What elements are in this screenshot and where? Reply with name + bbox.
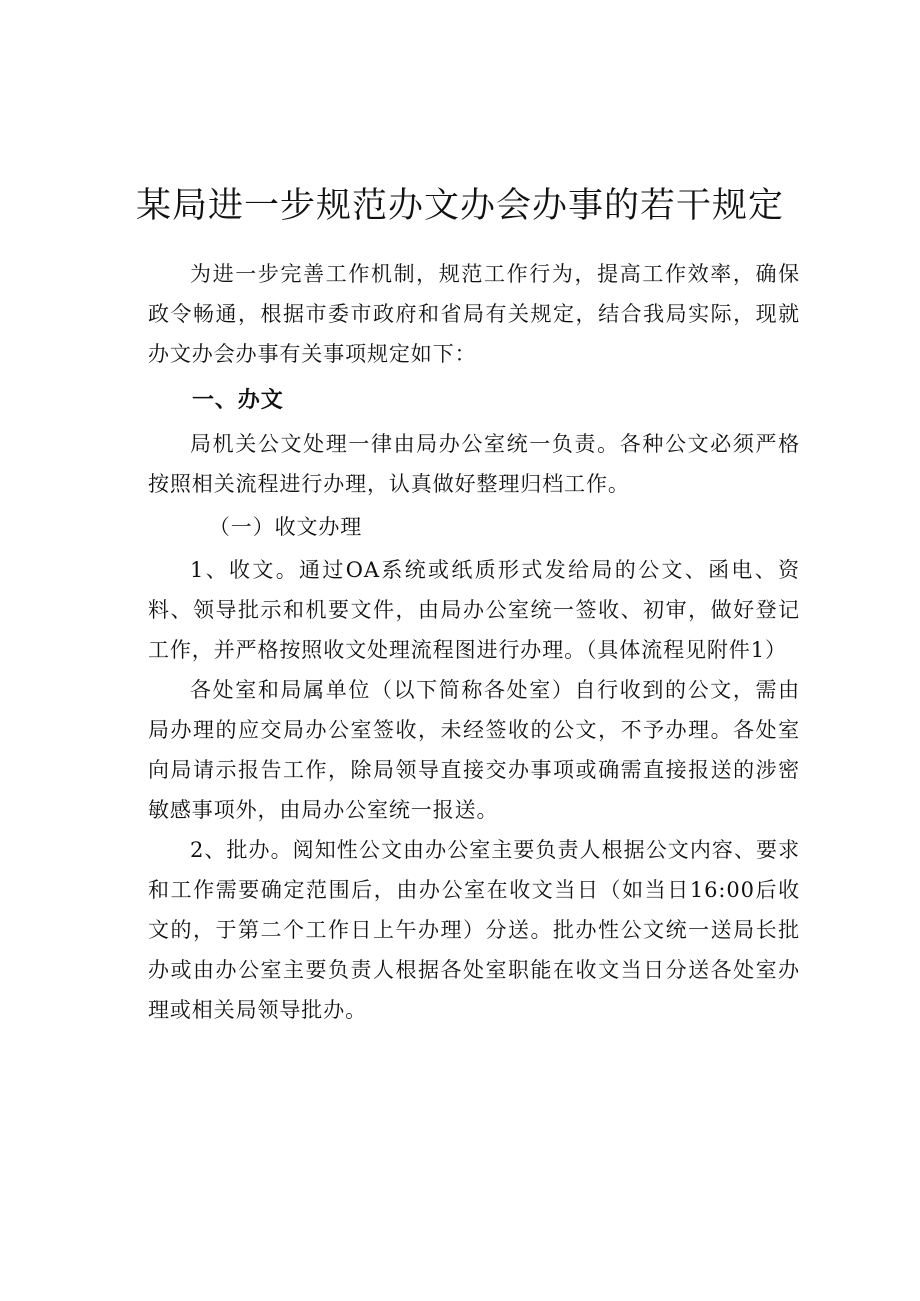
document-body: [148, 254, 800, 1030]
intro-paragraph: 为进一步完善工作机制，规范工作行为，提高工作效率，确保政令畅通，根据市委市政府和省局有关规定，结合我局实际，现就办文办会办事有关事项规定如下：: [148, 262, 800, 366]
item-assignment: 2、批办。阅知性公文由办公室主要负责人根据公文内容、要求和工作需要确定范围后，由办公室在收文当日（如当日16:00后收文的，于第二个工作日上午办理）分送。批办性公文统一送局长批办或由办公室主要负责人根据各处室职能在收文当日分送各处室办理或相关局领导批办。: [148, 838, 800, 1022]
item-receiving-documents: 1、收文。通过OA系统或纸质形式发给局的公文、函电、资料、领导批示和机要文件，由局办公室统一签收、初审，做好登记工作，并严格按照收文处理流程图进行办理。（具体流程见附件1）: [148, 558, 800, 662]
document-title: 某局进一步规范办文办会办事的若干规定: [135, 186, 784, 227]
section1-paragraph: 局机关公文处理一律由局办公室统一负责。各种公文必须严格按照相关流程进行办理，认真做好整理归档工作。: [148, 432, 800, 496]
item-receiving-documents-continued: 各处室和局属单位（以下简称各处室）自行收到的公文，需由局办理的应交局办公室签收，未经签收的公文，不予办理。各处室向局请示报告工作，除局领导直接交办事项或确需直接报送的涉密敏感事项外，由局办公室统一报送。: [148, 678, 800, 822]
section-heading-office-documents: 一、办文: [192, 388, 284, 413]
subsection-heading-receiving-documents: （一）收文办理: [208, 515, 363, 539]
